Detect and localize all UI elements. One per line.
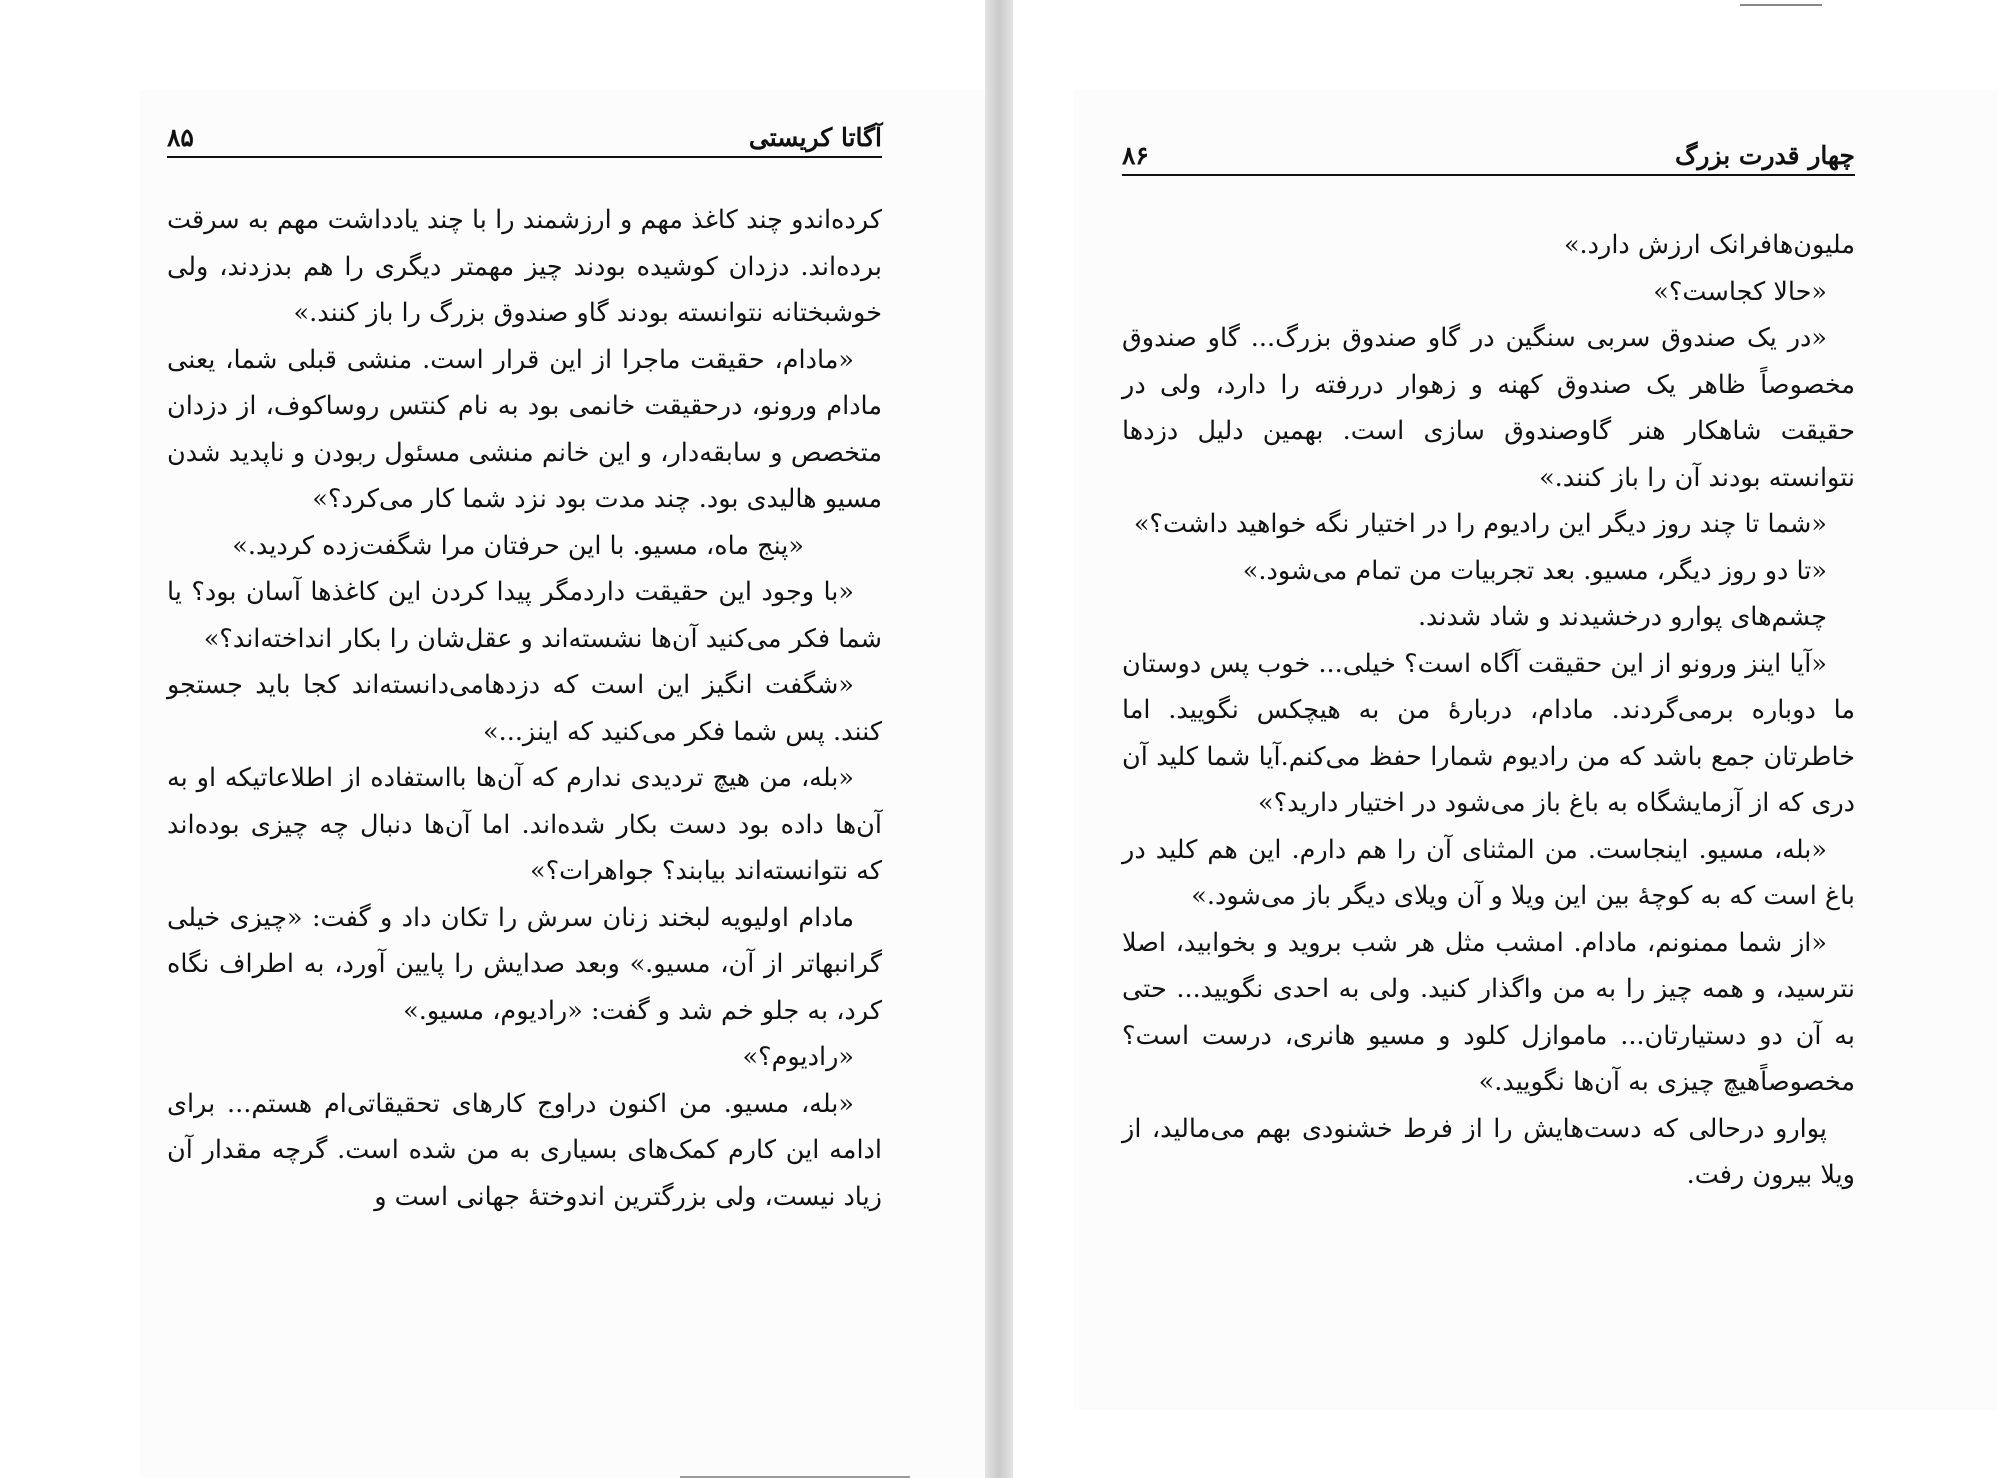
running-header	[1122, 134, 1855, 176]
paragraph: «شگفت انگیز این است که دزدهامی‌دانسته‌اند کجا باید جستجو کنند. پس شما فکر می‌کنید که اینز...»	[167, 670, 882, 747]
paragraph: «شما تا چند روز دیگر این رادیوم را در اختیار نگه خواهید داشت؟»	[1133, 509, 1827, 539]
left-page	[0, 0, 985, 1478]
header-title: آگاتا کریستی	[748, 123, 882, 152]
page-number: ۸۶	[1122, 141, 1149, 170]
header-title: چهار قدرت بزرگ	[1675, 141, 1855, 170]
right-page	[1013, 0, 1997, 1478]
page-number: ۸۵	[167, 123, 194, 152]
page-gutter	[985, 0, 1013, 1478]
page-body	[1122, 222, 1855, 1199]
page-body	[167, 197, 882, 1220]
paragraph: «مادام، حقیقت ماجرا از این قرار است. منشی قبلی شما، یعنی مادام ورونو، درحقیقت خانمی بود به نام کنتس روساکوف، از دزدان متخصص و سابقه‌دار، و این خانم منشی مسئول ربودن و ناپدید شدن مسیو هالیدی بود. چند مدت بود نزد شما کار می‌کرد؟»	[167, 344, 882, 514]
paragraph: «تا دو روز دیگر، مسیو. بعد تجربیات من تمام می‌شود.»	[1242, 555, 1827, 586]
paragraph: ملیون‌هافرانک ارزش دارد.»	[1563, 230, 1855, 260]
paragraph: چشم‌های پوارو درخشیدند و شاد شدند.	[1417, 602, 1827, 632]
paragraph: «بله، من هیچ تردیدی ندارم که آن‌ها بااستفاده از اطلاعاتیکه او به آن‌ها داده بود دست بکار شده‌اند. اما آن‌ها دنبال چه چیزی بوده‌اند که نتوانسته‌اند بیابند؟ جواهرات؟»	[167, 763, 882, 886]
paragraph: «در یک صندوق سربی سنگین در گاو صندوق بزرگ... گاو صندوق مخصوصاً ظاهر یک صندوق کهنه و زهوار دررفته را دارد، ولی در حقیقت شاهکار هنر گاوصندوق سازی است. بهمین دلیل دزدها نتوانسته بودند آن را باز کنند.»	[1122, 323, 1855, 493]
paragraph: پوارو درحالی که دست‌هایش را از فرط خشنودی بهم می‌مالید، از ویلا بیرون رفت.	[1122, 1113, 1855, 1190]
paragraph: مادام اولیویه لبخند زنان سرش را تکان داد و گفت: «چیزی خیلی گرانبهاتر از آن، مسیو.» وبعد صدایش را پایین آورد، به اطراف نگاه کرد، به جلو خم شد و گفت: «رادیوم، مسیو.»	[167, 902, 882, 1026]
top-rule	[1740, 4, 1822, 6]
paragraph: «بله، مسیو. اینجاست. من المثنای آن را هم دارم. این هم کلید در باغ است که به کوچهٔ بین این ویلا و آن ویلای دیگر باز می‌شود.»	[1122, 834, 1855, 911]
paragraph: «حالا کجاست؟»	[1653, 276, 1827, 307]
paragraph: «رادیوم؟»	[742, 1042, 854, 1072]
paragraph: «آیا اینز ورونو از این حقیقت آگاه است؟ خیلی... خوب پس دوستان ما دوباره برمی‌گردند. مادام، دربارهٔ من به هیچکس نگویید. اما خاطرتان جمع باشد که من رادیوم شمارا حفظ می‌کنم.آیا شما کلید آن دری که از آزمایشگاه به باغ باز می‌شود در اختیار دارید؟»	[1122, 648, 1855, 818]
paragraph: کرده‌اندو چند کاغذ مهم و ارزشمند را با چند یادداشت مهم به سرقت برده‌اند. دزدان کوشیده بودند چیز مهمتر دیگری را هم بدزدند، ولی خوشبختانه نتوانسته بودند گاو صندوق بزرگ را باز کنند.»	[167, 205, 882, 328]
paragraph: «از شما ممنونم، مادام. امشب مثل هر شب بروید و بخوابید، اصلا نترسید، و همه چیز را به من واگذار کنید. ولی به احدی نگویید... حتی به آن دو دستیارتان... ماموازل کلود و مسیو هانری، درست است؟ مخصوصاًهیچ چیزی به آن‌ها نگویید.»	[1122, 927, 1855, 1097]
paragraph: «پنج ماه، مسیو. با این حرفتان مرا شگفت‌زده کردید.»	[232, 530, 804, 561]
paragraph: «بله، مسیو. من اکنون دراوج کارهای تحقیقاتی‌ام هستم... برای ادامه این کارم کمک‌های بسیاری به من شده است. گرچه مقدار آن زیاد نیست، ولی بزرگترین اندوختهٔ جهانی است و	[167, 1088, 882, 1212]
running-header	[167, 116, 882, 158]
paragraph: «با وجود این حقیقت داردمگر پیدا کردن این کاغذها آسان بود؟ یا شما فکر می‌کنید آن‌ها نشسته‌اند و عقل‌شان را بکار انداخته‌اند؟»	[167, 577, 882, 654]
